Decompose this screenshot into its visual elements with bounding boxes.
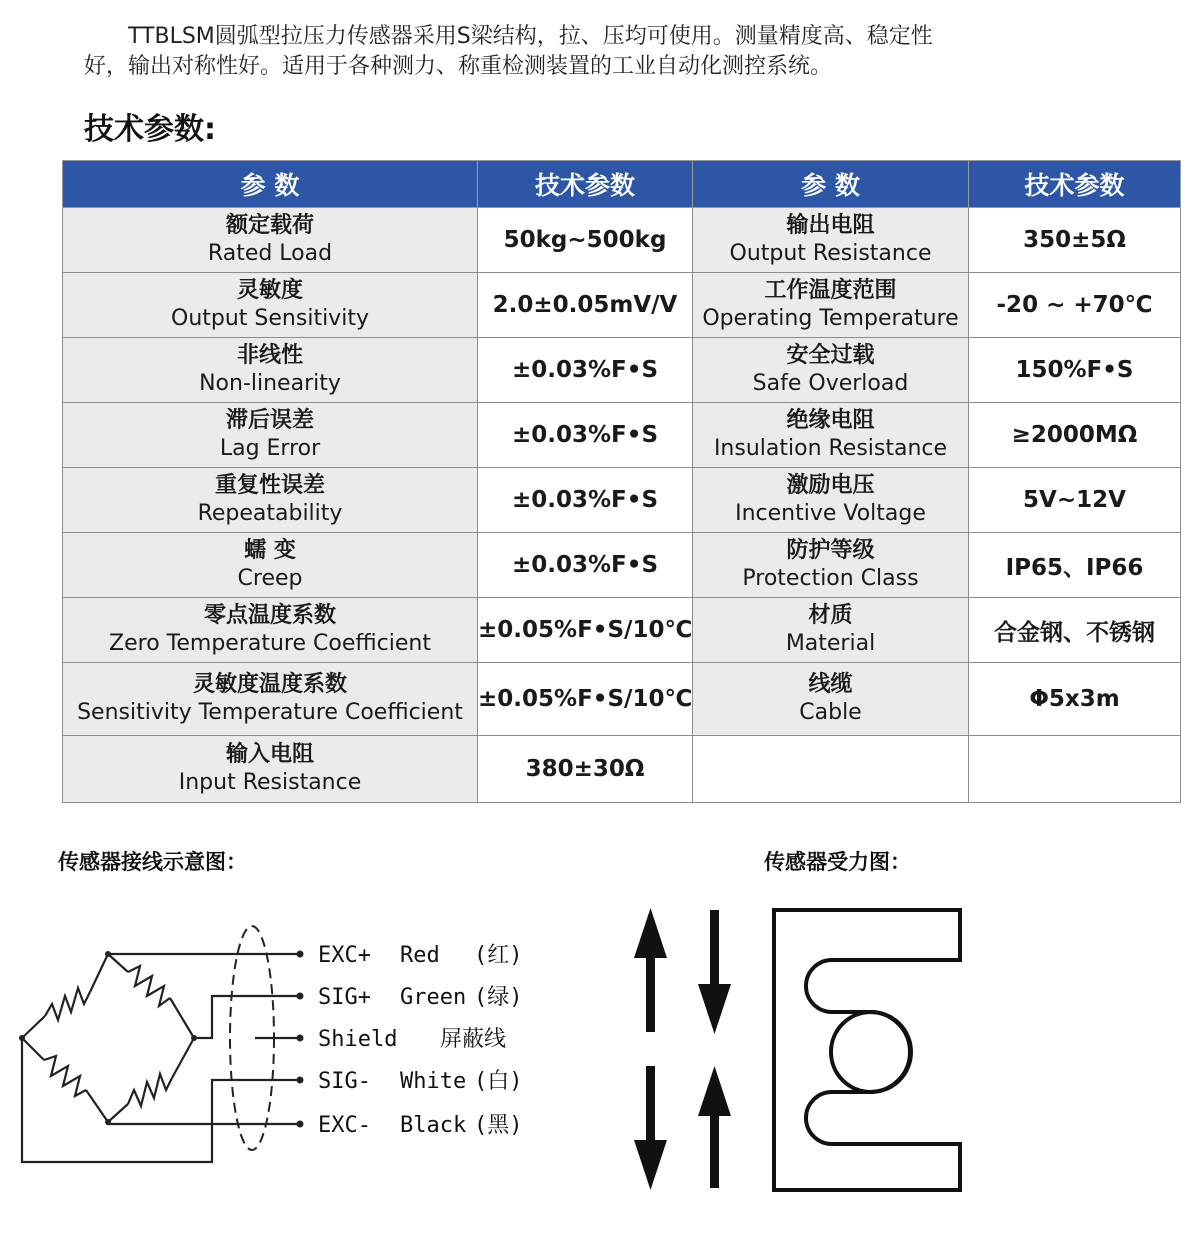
param-cell (63, 273, 478, 338)
param-name-en: Input Resistance (178, 770, 362, 795)
wire-exc-plus-signal: EXC+ (318, 943, 371, 968)
table-row (63, 468, 1181, 533)
wire-shield-zh: 屏蔽线 (440, 1027, 507, 1052)
param-value: ±0.05%F•S/10℃ (478, 598, 693, 663)
section-title: 技术参数: (84, 112, 216, 147)
lead-exc-minus (108, 1122, 300, 1124)
param-cell (63, 338, 478, 403)
wire-sig-minus-signal: SIG- (318, 1069, 371, 1094)
param-name-en: Rated Load (207, 241, 333, 266)
param-cell (63, 736, 478, 803)
param-name-en: Cable (799, 700, 862, 725)
param-cell (693, 663, 969, 736)
header-param-2: 参 数 (693, 161, 969, 208)
param-name-en: Protection Class (742, 566, 919, 591)
param-value: -20 ~ +70℃ (969, 273, 1181, 338)
param-name-zh: 输入电阻 (225, 742, 314, 767)
force-diagram-title: 传感器受力图： (764, 850, 911, 874)
param-name-zh: 激励电压 (786, 473, 875, 498)
param-value: ±0.05%F•S/10℃ (478, 663, 693, 736)
param-name-en: Repeatability (197, 501, 343, 526)
param-cell (693, 273, 969, 338)
param-name-en: Material (785, 631, 876, 656)
param-name-zh: 重复性误差 (214, 473, 325, 498)
table-header-row (63, 161, 1181, 208)
wire-sig-plus-signal: SIG+ (318, 985, 371, 1010)
wiring-diagram-title: 传感器接线示意图： (58, 850, 247, 874)
lead-sig-minus (22, 1038, 300, 1162)
param-value: 合金钢、不锈钢 (969, 598, 1181, 663)
param-value: ±0.03%F•S (478, 468, 693, 533)
wire-exc-plus-zh: (红) (474, 943, 523, 968)
wire-sig-minus-zh: (白) (474, 1069, 523, 1094)
param-name-zh: 安全过载 (786, 343, 875, 368)
table-row (63, 663, 1181, 736)
spec-table (62, 160, 1181, 803)
param-value: Φ5x3m (969, 663, 1181, 736)
param-name-en: Operating Temperature (702, 306, 959, 331)
table-row (63, 338, 1181, 403)
param-value: 380±30Ω (478, 736, 693, 803)
bridge-arm-top-right (108, 954, 194, 1038)
param-cell (693, 403, 969, 468)
intro-paragraph (84, 22, 1134, 82)
arrow-down-icon (698, 910, 731, 1034)
param-name-zh: 滞后误差 (225, 408, 314, 433)
table-row (63, 736, 1181, 803)
param-cell (63, 208, 478, 273)
param-cell (693, 468, 969, 533)
table-row (63, 403, 1181, 468)
param-cell (63, 598, 478, 663)
arrow-down-icon (634, 1066, 667, 1190)
table-row (63, 208, 1181, 273)
wire-exc-minus-signal: EXC- (318, 1113, 371, 1138)
param-name-zh: 防护等级 (786, 538, 875, 563)
param-name-zh: 灵敏度 (236, 278, 303, 303)
wire-exc-minus-zh: (黑) (474, 1113, 523, 1138)
param-name-en: Sensitivity Temperature Coefficient (77, 700, 463, 725)
bridge-arm-bottom-left (22, 1038, 108, 1122)
spec-table-body (63, 208, 1181, 803)
param-cell (693, 208, 969, 273)
param-name-en: Creep (237, 566, 303, 591)
param-name-zh: 材质 (808, 603, 853, 628)
table-row (63, 273, 1181, 338)
param-cell (63, 663, 478, 736)
param-cell (693, 338, 969, 403)
param-name-zh: 绝缘电阻 (786, 408, 875, 433)
intro-line-1: TTBLSM圆弧型拉压力传感器采用S梁结构，拉、压均可使用。测量精度高、稳定性 (128, 24, 933, 49)
header-value-1: 技术参数 (478, 161, 693, 208)
bridge-arm-top-left (22, 954, 108, 1038)
param-cell (63, 533, 478, 598)
wire-sig-minus-color: White (400, 1069, 467, 1094)
table-row (63, 533, 1181, 598)
param-name-en: Zero Temperature Coefficient (109, 631, 431, 656)
param-name-en: Safe Overload (752, 371, 909, 396)
param-cell (693, 598, 969, 663)
wire-exc-minus-color: Black (400, 1113, 467, 1138)
param-name-en: Output Resistance (729, 241, 932, 266)
param-cell (63, 403, 478, 468)
param-cell (63, 468, 478, 533)
param-cell (693, 736, 969, 803)
param-value: ≥2000MΩ (969, 403, 1181, 468)
param-value: 2.0±0.05mV/V (478, 273, 693, 338)
param-name-zh: 额定载荷 (225, 213, 314, 238)
param-value: IP65、IP66 (969, 533, 1181, 598)
param-name-en: Insulation Resistance (713, 436, 948, 461)
wire-exc-plus-color: Red (400, 943, 440, 968)
param-name-en: Lag Error (219, 436, 321, 461)
lead-sig-plus (194, 996, 300, 1038)
wire-shield-signal: Shield (318, 1027, 398, 1052)
param-value: 150%F•S (969, 338, 1181, 403)
param-name-zh: 零点温度系数 (203, 603, 336, 628)
wiring-diagram (0, 900, 560, 1190)
param-name-zh: 线缆 (808, 672, 853, 697)
param-value (969, 736, 1181, 803)
force-diagram (620, 900, 980, 1200)
header-value-2: 技术参数 (969, 161, 1181, 208)
param-value: 350±5Ω (969, 208, 1181, 273)
param-value: ±0.03%F•S (478, 338, 693, 403)
s-beam-hole (831, 1012, 911, 1092)
param-name-en: Non-linearity (199, 371, 341, 396)
param-name-zh: 非线性 (236, 343, 303, 368)
param-value: 5V~12V (969, 468, 1181, 533)
param-value: ±0.03%F•S (478, 533, 693, 598)
bridge-arm-bottom-right (108, 1038, 194, 1122)
header-param-1: 参 数 (63, 161, 478, 208)
wire-sig-plus-color: Green (400, 985, 467, 1010)
param-name-en: Output Sensitivity (171, 306, 369, 331)
param-value: 50kg~500kg (478, 208, 693, 273)
param-name-zh: 蠕 变 (244, 538, 296, 563)
arrow-up-icon (698, 1066, 731, 1188)
param-value: ±0.03%F•S (478, 403, 693, 468)
param-name-zh: 工作温度范围 (764, 278, 897, 303)
param-name-zh: 灵敏度温度系数 (192, 672, 347, 697)
table-row (63, 598, 1181, 663)
intro-line-2: 好，输出对称性好。适用于各种测力、称重检测装置的工业自动化测控系统。 (84, 54, 833, 79)
param-name-zh: 输出电阻 (786, 213, 875, 238)
param-name-en: Incentive Voltage (735, 501, 926, 526)
wire-sig-plus-zh: (绿) (474, 985, 523, 1010)
s-beam-outline (774, 910, 960, 1190)
param-cell (693, 533, 969, 598)
arrow-up-icon (634, 908, 667, 1032)
